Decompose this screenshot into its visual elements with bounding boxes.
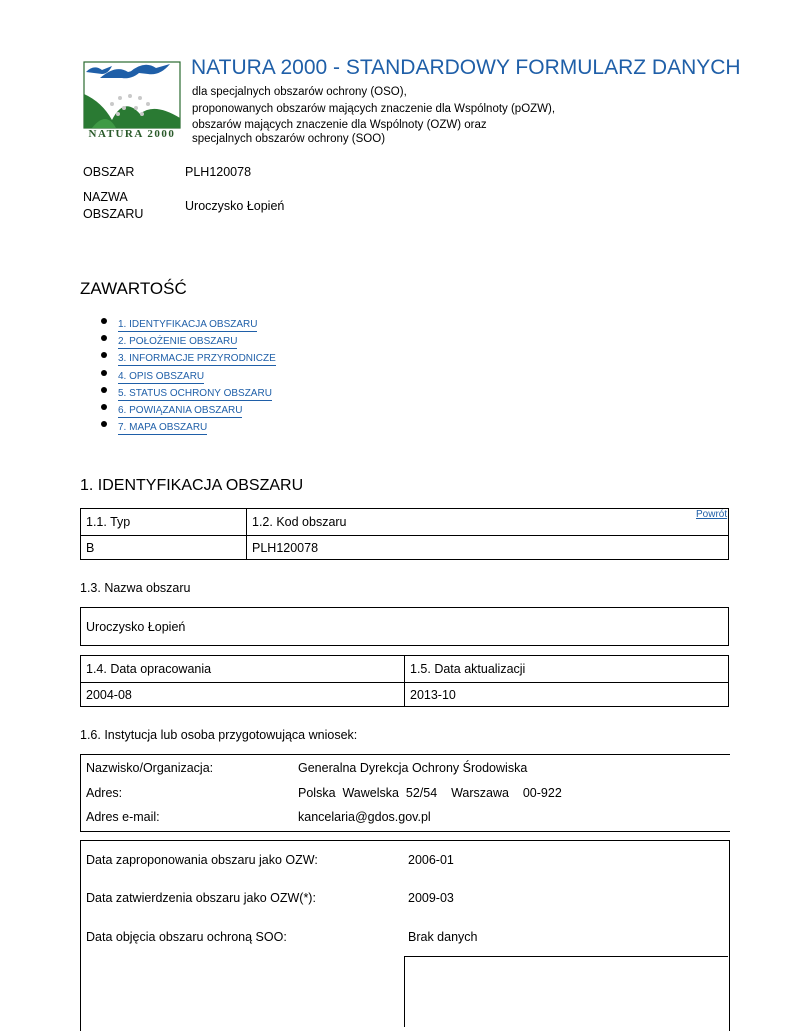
toc-item [96,331,276,348]
toc-link-polozenie[interactable]: 2. POŁOŻENIE OBSZARU [118,336,238,348]
toc-item [96,400,276,417]
ozw-prop-label: Data zaproponowania obszaru jako OZW: [86,853,318,867]
obszar-value: PLH120078 [185,165,252,179]
toc-link-informacje[interactable]: 3. INFORMACJE PRZYRODNICZE [118,353,276,365]
adres-label: Adres: [86,786,123,800]
toc-item [96,314,276,331]
ozw-zatw-label: Data zatwierdzenia obszaru jako OZW(*): [86,891,316,905]
data-opracowania-label: 1.4. Data opracowania [81,656,405,683]
kod-value: PLH120078 [247,536,729,560]
soo-label: Data objęcia obszaru ochroną SOO: [86,930,287,944]
inner-box [404,956,728,1027]
email-label: Adres e-mail: [86,810,160,824]
nazwa-value: Uroczysko Łopień [185,199,285,213]
table-of-contents [96,314,276,434]
toc-link-opis[interactable]: 4. OPIS OBSZARU [118,370,205,382]
adres-value: Polska Wawelska 52/54 Warszawa 00-922 [298,786,562,800]
instytucja-heading: 1.6. Instytucja lub osoba przygotowująca wniosek: [80,728,358,742]
ozw-zatw-value: 2009-03 [408,891,454,905]
nazwa-label-line-1: NAZWA [83,190,128,204]
nazwa-label-line-2: OBSZARU [83,207,144,221]
data-opracowania-value: 2004-08 [81,683,405,707]
org-label: Nazwisko/Organizacja: [86,761,214,775]
back-link[interactable]: Powrót [696,509,728,520]
toc-item [96,366,276,383]
typ-value: B [81,536,247,560]
ozw-prop-value: 2006-01 [408,853,454,867]
kod-label: 1.2. Kod obszaru [247,509,729,536]
data-aktualizacji-label: 1.5. Data aktualizacji [405,656,729,683]
typ-label: 1.1. Typ [81,509,247,536]
nazwa-obszaru-value: Uroczysko Łopień [81,608,729,646]
toc-item [96,417,276,434]
soo-value: Brak danych [408,930,478,944]
page-title: NATURA 2000 - STANDARDOWY FORMULARZ DANYCH [191,56,741,79]
toc-link-identyfikacja[interactable]: 1. IDENTYFIKACJA OBSZARU [118,319,258,330]
toc-link-mapa[interactable]: 7. MAPA OBSZARU [118,422,208,434]
natura-2000-logo [82,58,182,142]
logo-caption: NATURA 2000 [88,128,176,140]
subtitle-line-2: proponowanych obszarów mających znaczenie dla Wspólnoty (pOZW), [192,103,556,115]
subtitle-line-3: obszarów mających znaczenie dla Wspólnoty (OZW) oraz [192,119,487,131]
section-1-heading: 1. IDENTYFIKACJA OBSZARU [80,477,304,494]
email-value: kancelaria@gdos.gov.pl [298,810,431,824]
nazwa-table [80,607,729,646]
subtitle-line-4: specjalnych obszarów ochrony (SOO) [192,133,386,145]
obszar-label: OBSZAR [83,165,135,179]
nazwa-obszaru-heading: 1.3. Nazwa obszaru [80,581,191,595]
toc-item [96,348,276,365]
data-aktualizacji-value: 2013-10 [405,683,729,707]
type-code-table [80,508,729,560]
toc-link-powiazania[interactable]: 6. POWIĄZANIA OBSZARU [118,404,243,416]
org-value: Generalna Dyrekcja Ochrony Środowiska [298,761,528,775]
toc-item [96,383,276,400]
contents-heading: ZAWARTOŚĆ [80,279,187,298]
dates-table [80,655,729,707]
toc-link-status[interactable]: 5. STATUS OCHRONY OBSZARU [118,387,272,399]
subtitle-line-1: dla specjalnych obszarów ochrony (OSO), [192,86,407,98]
